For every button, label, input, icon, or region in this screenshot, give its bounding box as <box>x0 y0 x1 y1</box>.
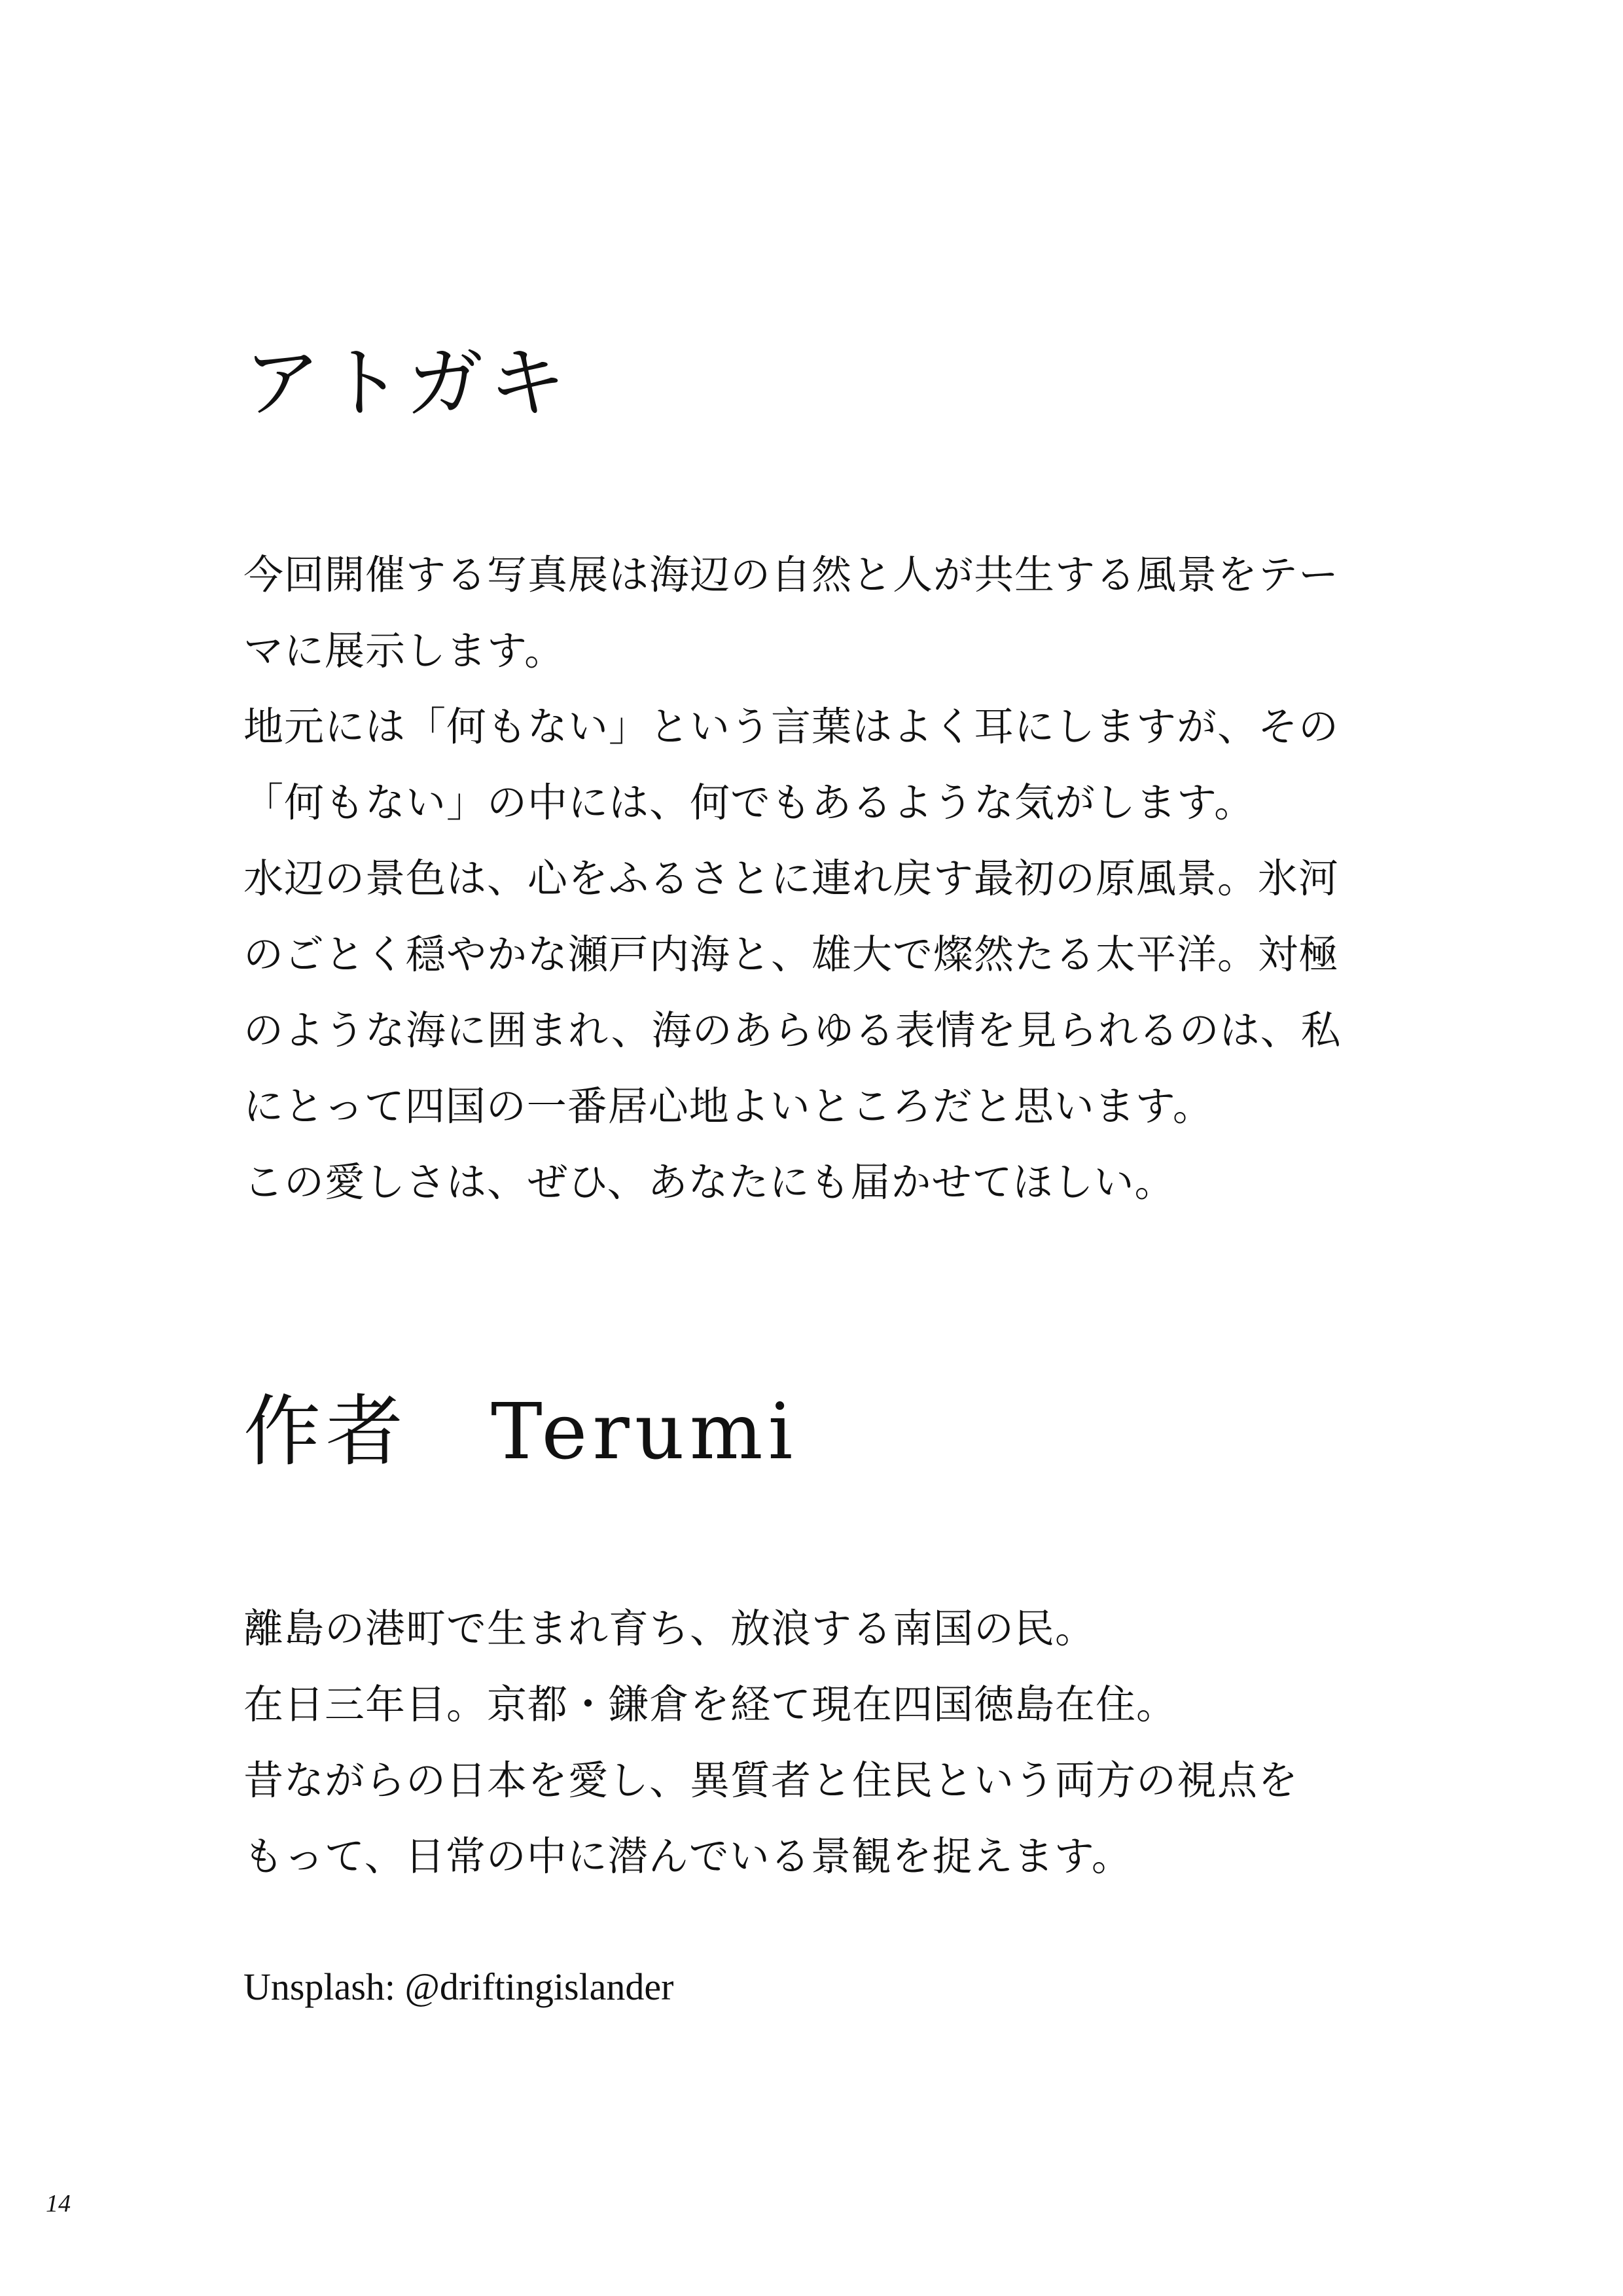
body-line: 地元には「何もない」という言葉はよく耳にしますが、その <box>243 704 1340 750</box>
body-line: この愛しさは、ぜひ、あなたにも届かせてほしい。 <box>243 1159 1175 1206</box>
bio-line: 昔ながらの日本を愛し、異質者と住民という両方の視点を <box>243 1757 1299 1804</box>
body-line: 水辺の景色は、心をふるさとに連れ戻す最初の原風景。氷河 <box>243 855 1340 902</box>
page-number: 14 <box>46 2190 71 2217</box>
body-line: のような海に囲まれ、海のあらゆる表情を見られるのは、私 <box>243 1007 1342 1054</box>
afterword-body <box>243 537 1342 1221</box>
bio-line: 離島の港町で生まれ育ち、放浪する南国の民。 <box>243 1605 1096 1652</box>
body-line: 「何もない」の中には、何でもあるような気がします。 <box>243 780 1255 826</box>
unsplash-credit: Unsplash: @driftingislander <box>243 1965 674 2008</box>
author-bio <box>243 1591 1298 1895</box>
body-line: 今回開催する写真展は海辺の自然と人が共生する風景をテー <box>243 552 1340 598</box>
body-line: にとって四国の一番居心地よいところだと思います。 <box>243 1083 1213 1130</box>
author-heading: 作者 Terumi <box>243 1386 798 1477</box>
body-line: マに展示します。 <box>243 628 565 674</box>
bio-line: 在日三年目。京都・鎌倉を経て現在四国徳島在住。 <box>243 1681 1177 1728</box>
body-line: のごとく穏やかな瀬戸内海と、雄大で燦然たる太平洋。対極 <box>243 931 1340 978</box>
afterword-heading: アトガキ <box>243 338 571 428</box>
bio-line: もって、日常の中に潜んでいる景観を捉えます。 <box>243 1833 1132 1880</box>
